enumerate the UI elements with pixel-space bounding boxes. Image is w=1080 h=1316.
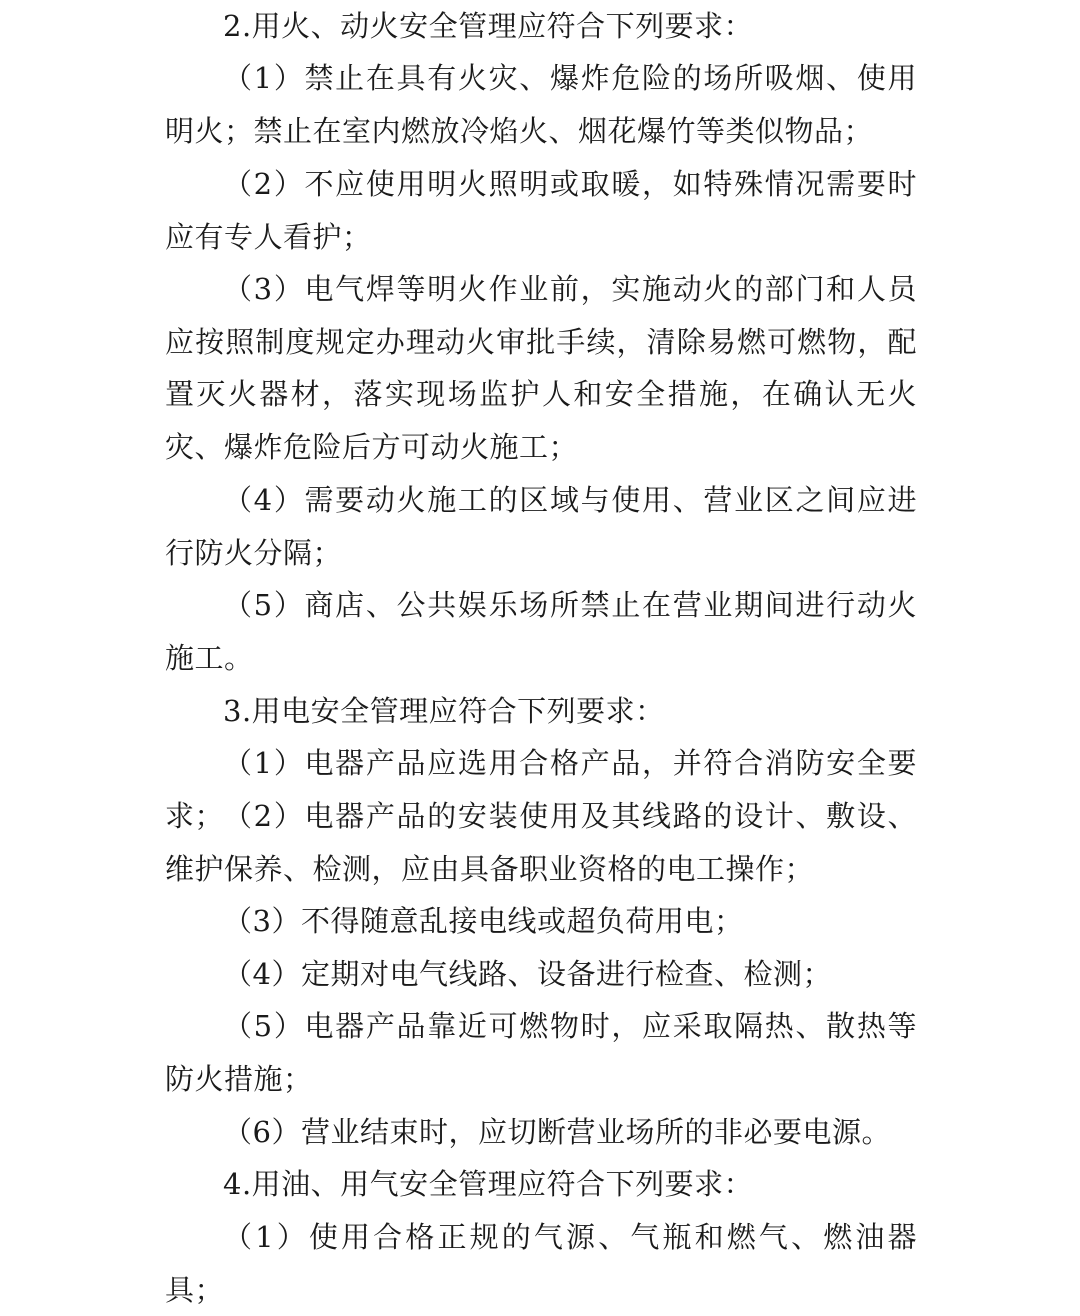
paragraph-fire-1: （1）禁止在具有火灾、爆炸危险的场所吸烟、使用明火；禁止在室内燃放冷焰火、烟花爆竹等类似物品； xyxy=(165,61,917,148)
paragraph-fire-5: （5）商店、公共娱乐场所禁止在营业期间进行动火施工。 xyxy=(165,588,917,675)
section-heading-electricity: 3.用电安全管理应符合下列要求： xyxy=(223,694,665,728)
section-heading-fire-use: 2.用火、动火安全管理应符合下列要求： xyxy=(223,9,754,43)
paragraph-fire-4: （4）需要动火施工的区域与使用、营业区之间应进行防火分隔； xyxy=(165,483,917,570)
paragraph-electric-4: （4）定期对电气线路、设备进行检查、检测； xyxy=(223,957,832,991)
paragraph-electric-2: （2）电器产品的安装使用及其线路的设计、敷设、维护保养、检测，应由具备职业资格的电工操作； xyxy=(165,799,917,886)
paragraph-fire-3: （3）电气焊等明火作业前，实施动火的部门和人员应按照制度规定办理动火审批手续，清除易燃可燃物，配置灭火器材，落实现场监护人和安全措施，在确认无火灾、爆炸危险后方可动火施工； xyxy=(165,272,917,464)
paragraph-electric-5: （5）电器产品靠近可燃物时，应采取隔热、散热等防火措施； xyxy=(165,1009,917,1096)
paragraph-electric-1: （1）电器产品应选用合格产品，并符合消防安全要求； xyxy=(165,746,917,833)
paragraph-electric-3: （3）不得随意乱接电线或超负荷用电； xyxy=(223,904,744,938)
paragraph-oil-gas-1: （1）使用合格正规的气源、气瓶和燃气、燃油器具； xyxy=(165,1220,917,1307)
paragraph-fire-2: （2）不应使用明火照明或取暖，如特殊情况需要时应有专人看护； xyxy=(165,167,917,254)
paragraph-electric-6: （6）营业结束时，应切断营业场所的非必要电源。 xyxy=(223,1115,891,1149)
section-heading-oil-gas: 4.用油、用气安全管理应符合下列要求： xyxy=(223,1167,754,1201)
